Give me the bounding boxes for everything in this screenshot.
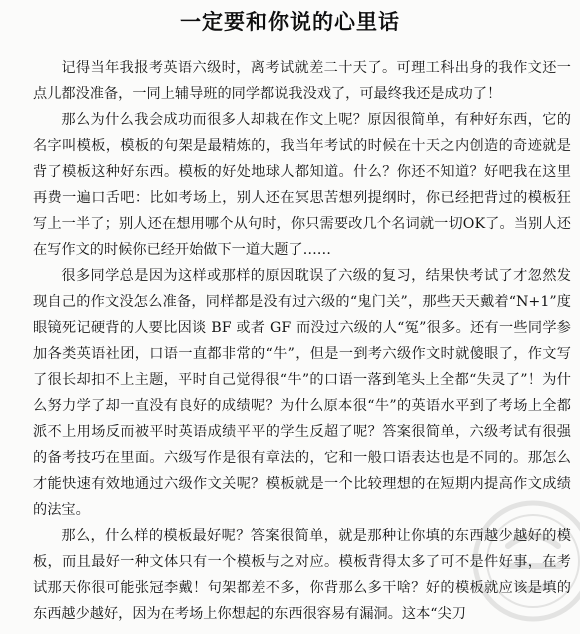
paragraph-3: 很多同学总是因为这样或那样的原因耽误了六级的复习，结果快考试了才忽然发现自己的作文没怎么准备，同样都是没有过六级的“鬼门关”，那些天天戴着“N+1”度眼镜死记硬背的人要比因谈 BF 或者 GF 而没过六级的人“冤”很多。还有一些同学参加各类英语社团，口语一直都非常的“牛”，但是一到考六级作文时就傻眼了，作文写了很长却扣不上主题，平时自己觉得很“牛”的口语一落到笔头上全都“失灵了”！为什么努力学了却一直没有良好的成绩呢？为什么原本很“牛”的英语水平到了考场上全都派不上用场反而被平时英语成绩平平的学生反超了呢？答案很简单，六级考试有很强的备考技巧在里面。六级写作是很有章法的，它和一般口语表达也是不同的。那怎么才能快速有效地通过六级作文关呢？模板就是一个比较理想的在短期内提高作文成绩的法宝。 xyxy=(33,268,571,518)
paragraph-4: 那么，什么样的模板最好呢？答案很简单，就是那种让你填的东西越少越好的模板，而且最好一种文体只有一个模板与之对应。模板背得太多了可不是件好事，在考试那天你很可能张冠李戴！句架都差不多，你背那么多干啥？好的模板就应该是填的东西越少越好，因为在考场上你想起的东西很容易有漏洞。这本“尖刀 xyxy=(33,528,571,622)
page-title: 一定要和你说的心里话 xyxy=(180,9,400,34)
paragraph-1: 记得当年我报考英语六级时，离考试就差二十天了。可理工科出身的我作文还一点儿都没准备，一同上辅导班的同学都说我没戏了，可最终我还是成功了！ xyxy=(33,60,571,102)
body-text xyxy=(33,55,571,627)
paragraph-2: 那么为什么我会成功而很多人却栽在作文上呢？原因很简单，有种好东西，它的名字叫模板，模板的句架是最精炼的，我当年考试的时候在十天之内创造的奇迹就是背了模板这种好东西。模板的好处地球人都知道。什么？你还不知道？好吧我在这里再费一遍口舌吧：比如考场上，别人还在冥思苦想列提纲时，你已经把背过的模板狂写上一半了；别人还在想用哪个从句时，你只需要改几个名词就一切OK了。当别人还在写作文的时候你已经开始做下一道大题了…… xyxy=(33,112,571,258)
